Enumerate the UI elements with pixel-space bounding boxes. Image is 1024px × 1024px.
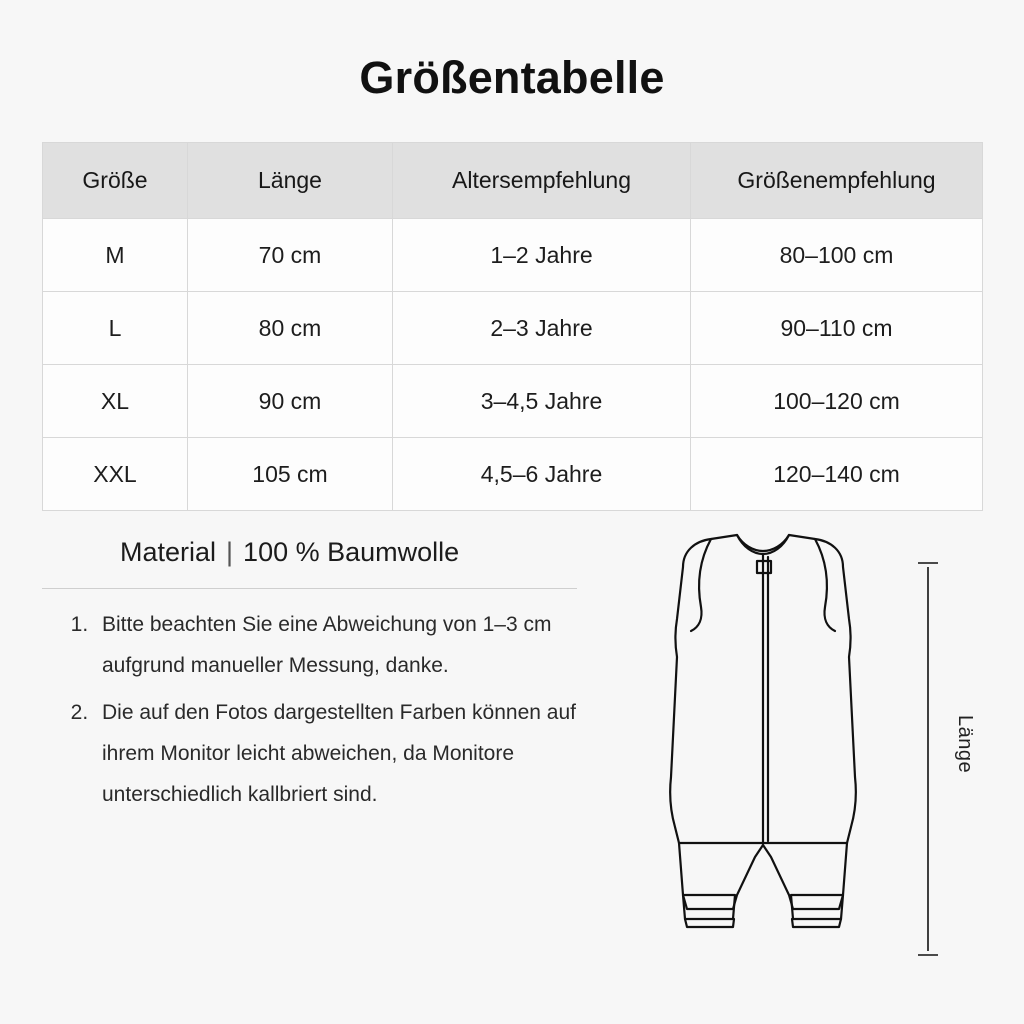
cell-age: 3–4,5 Jahre — [393, 365, 691, 438]
romper-outline-icon — [587, 527, 937, 947]
notes-list — [42, 605, 577, 816]
size-table — [42, 142, 983, 511]
table-row — [43, 219, 983, 292]
table-row — [43, 292, 983, 365]
column-header-age: Altersempfehlung — [393, 143, 691, 219]
cell-height: 120–140 cm — [691, 438, 983, 511]
cell-size: XL — [43, 365, 188, 438]
illustration-column — [577, 537, 982, 822]
cell-length: 80 cm — [188, 292, 393, 365]
material-line — [42, 537, 577, 568]
column-header-height: Größenempfehlung — [691, 143, 983, 219]
length-measure-label: Länge — [954, 715, 976, 774]
cell-height: 100–120 cm — [691, 365, 983, 438]
cell-age: 4,5–6 Jahre — [393, 438, 691, 511]
cell-height: 90–110 cm — [691, 292, 983, 365]
cell-height: 80–100 cm — [691, 219, 983, 292]
table-row — [43, 365, 983, 438]
page-title: Größentabelle — [359, 52, 665, 103]
list-item: 2. Die auf den Fotos dargestellten Farben können auf ihrem Monitor leicht abweichen, da Monitore unterschiedlich kallbriert sind. — [94, 693, 577, 816]
cell-size: L — [43, 292, 188, 365]
info-column — [42, 537, 577, 822]
cell-length: 70 cm — [188, 219, 393, 292]
column-header-size: Größe — [43, 143, 188, 219]
cell-age: 1–2 Jahre — [393, 219, 691, 292]
cell-length: 90 cm — [188, 365, 393, 438]
column-header-length: Länge — [188, 143, 393, 219]
table-header-row — [43, 143, 983, 219]
length-measure-arrow-icon — [908, 559, 948, 959]
material-value: 100 % Baumwolle — [243, 537, 460, 567]
cell-size: M — [43, 219, 188, 292]
material-separator: | — [226, 537, 234, 567]
size-table-container — [42, 142, 982, 511]
lower-section — [42, 537, 982, 822]
divider — [42, 588, 577, 589]
list-item: 1. Bitte beachten Sie eine Abweichung von 1–3 cm aufgrund manueller Messung, danke. — [94, 605, 577, 687]
cell-size: XXL — [43, 438, 188, 511]
cell-age: 2–3 Jahre — [393, 292, 691, 365]
cell-length: 105 cm — [188, 438, 393, 511]
material-label: Material — [120, 537, 217, 567]
table-row — [43, 438, 983, 511]
